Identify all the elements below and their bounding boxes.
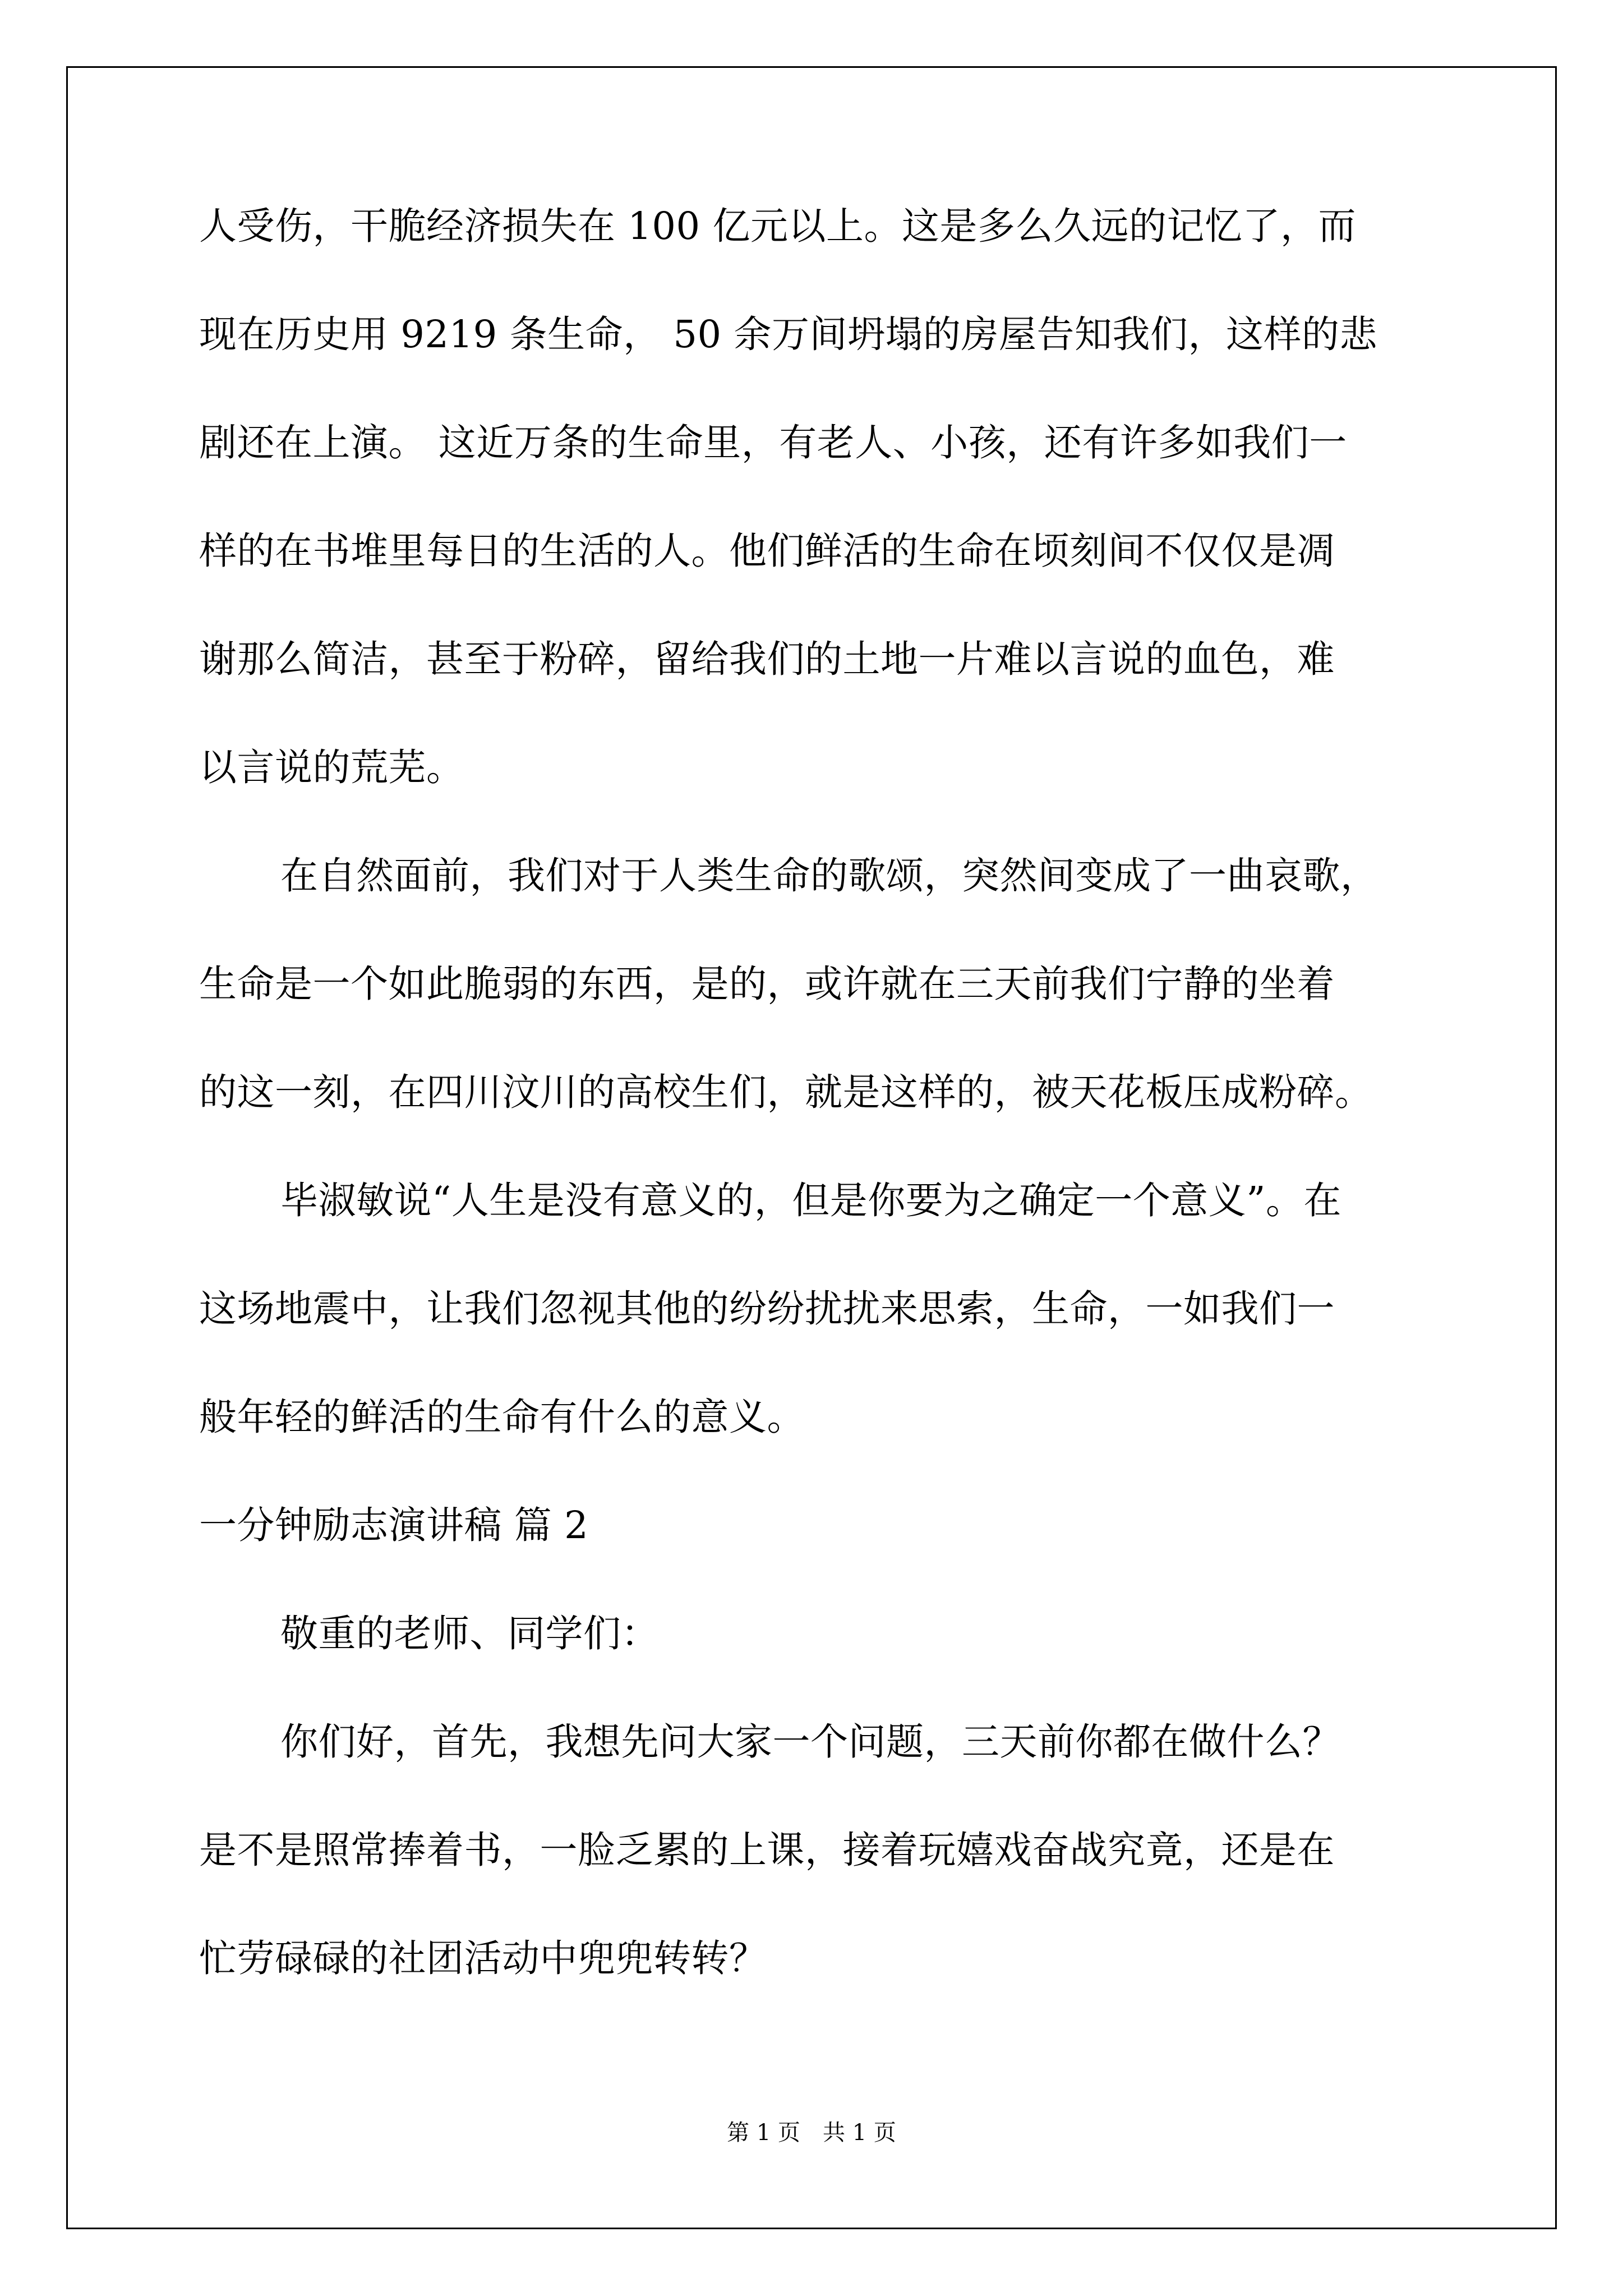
page-border xyxy=(66,66,1557,2229)
text-line: 这场地震中，让我们忽视其他的纷纷扰扰来思索，生命，一如我们一 xyxy=(199,1287,1335,1331)
text-line: 人受伤，干脆经济损失在 100 亿元以上。这是多么久远的记忆了，而 xyxy=(199,204,1356,248)
text-line: 生命是一个如此脆弱的东西，是的，或许就在三天前我们宁静的坐着 xyxy=(199,962,1335,1006)
text-line: 毕淑敏说“人生是没有意义的，但是你要为之确定一个意义”。在 xyxy=(280,1179,1342,1222)
text-line: 敬重的老师、同学们： xyxy=(280,1612,659,1655)
text-line: 剧还在上演。 这近万条的生命里，有老人、小孩，还有许多如我们一 xyxy=(199,421,1347,464)
text-line: 以言说的荒芜。 xyxy=(199,746,464,789)
page-footer: 第 1 页 共 1 页 xyxy=(727,2120,896,2146)
text-line: 在自然面前，我们对于人类生命的歌颂，突然间变成了一曲哀歌， xyxy=(280,854,1378,898)
text-line: 谢那么简洁，甚至于粉碎，留给我们的土地一片难以言说的血色，难 xyxy=(199,637,1335,681)
text-line: 现在历史用 9219 条生命， 50 余万间坍塌的房屋告知我们，这样的悲 xyxy=(199,312,1377,356)
text-line: 样的在书堆里每日的生活的人。他们鲜活的生命在顷刻间不仅仅是凋 xyxy=(199,529,1335,573)
text-line: 忙劳碌碌的社团活动中兜兜转转？ xyxy=(199,1936,767,1980)
text-line: 般年轻的鲜活的生命有什么的意义。 xyxy=(199,1395,805,1439)
text-line: 的这一刻，在四川汶川的高校生们，就是这样的，被天花板压成粉碎。 xyxy=(199,1070,1373,1114)
section-heading: 一分钟励志演讲稿 篇 2 xyxy=(199,1503,589,1547)
text-line: 是不是照常捧着书，一脸乏累的上课，接着玩嬉戏奋战究竟，还是在 xyxy=(199,1828,1335,1872)
text-line: 你们好，首先，我想先问大家一个问题，三天前你都在做什么？ xyxy=(280,1720,1340,1764)
